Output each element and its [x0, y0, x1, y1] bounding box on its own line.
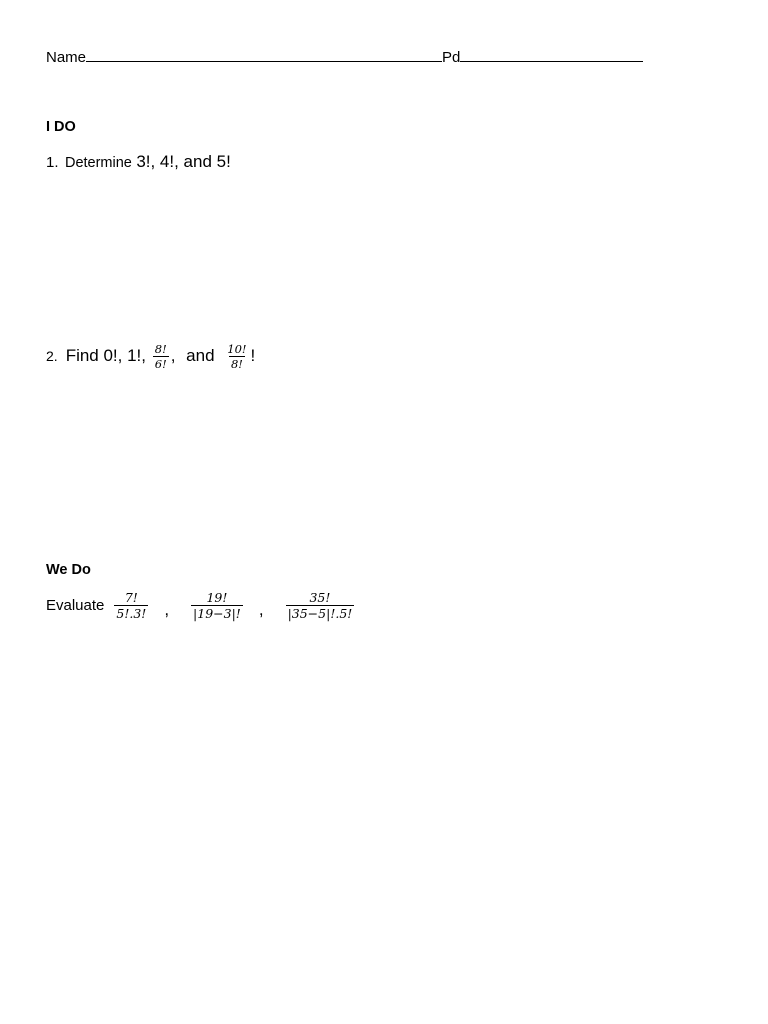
- problem-2-end: !: [250, 346, 256, 366]
- fraction-8-over-6: [153, 343, 169, 370]
- name-blank-line[interactable]: [86, 49, 442, 62]
- fraction-numerator: 35!: [309, 590, 331, 605]
- header-row: [46, 49, 643, 66]
- separator-comma: ,: [164, 599, 170, 619]
- problem-2-number: 2.: [46, 348, 58, 365]
- problem-1: [46, 152, 231, 172]
- fraction-19-factorial: [191, 591, 243, 620]
- name-label: Name: [46, 49, 87, 66]
- fraction-denominator: |35−5|!.5!: [287, 606, 353, 622]
- problem-2-text: Find 0!, 1!,: [65, 346, 147, 366]
- fraction-denominator: 5!.3!: [116, 606, 147, 622]
- pd-blank-line[interactable]: [460, 49, 643, 62]
- fraction-numerator: 19!: [206, 590, 228, 605]
- fraction-denominator: |19−3|!: [193, 606, 241, 622]
- problem-1-verb: Determine: [64, 155, 132, 171]
- problem-2-and: and: [186, 346, 215, 366]
- fraction-denominator: 6!: [154, 357, 167, 372]
- evaluate-row: [46, 591, 354, 620]
- evaluate-label: Evaluate: [46, 597, 105, 615]
- fraction-denominator: 8!: [230, 357, 243, 372]
- problem-2: [46, 343, 255, 370]
- fraction-35-factorial: [286, 591, 355, 620]
- we-do-heading: We Do: [46, 562, 91, 578]
- separator-comma: ,: [258, 599, 264, 619]
- fraction-10-over-8: [225, 343, 248, 370]
- fraction-numerator: 8!: [154, 342, 167, 356]
- pd-label: Pd: [442, 49, 461, 66]
- i-do-heading: I DO: [46, 119, 76, 135]
- problem-1-text: 3!, 4!, and 5!: [136, 152, 231, 171]
- fraction-numerator: 10!: [227, 342, 247, 356]
- fraction-numerator: 7!: [124, 590, 138, 605]
- problem-1-number: 1.: [46, 154, 59, 171]
- problem-2-sep: ,: [170, 346, 176, 366]
- fraction-7-factorial: [114, 591, 148, 620]
